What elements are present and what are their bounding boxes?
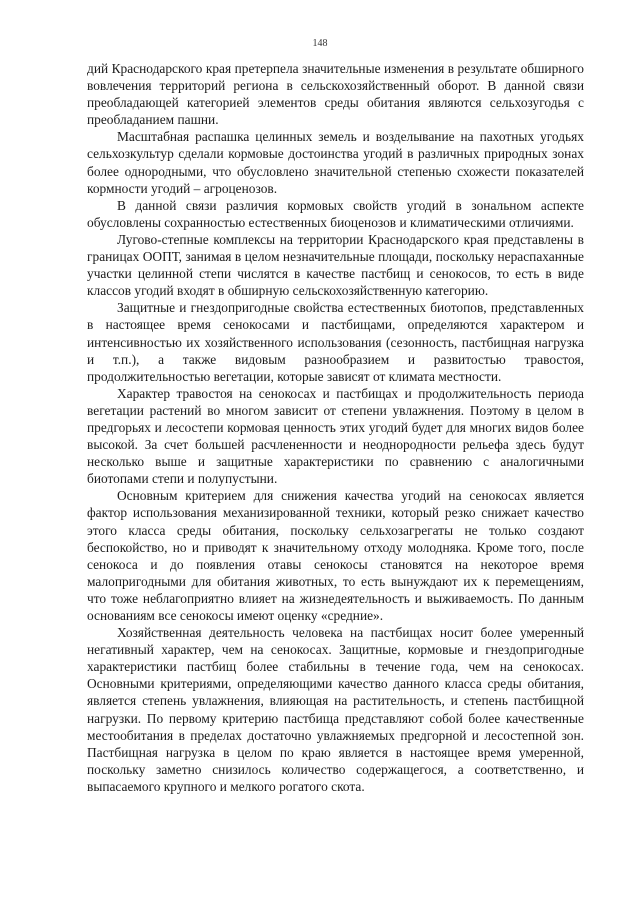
page-number: 148 — [312, 38, 328, 49]
paragraph-7: Основным критерием для снижения качества угодий на сенокосах является фактор использования механизированной техники, который резко снижает качество этого класса среды обитания, поскольку сельхозагрегаты не только создают беспокойство, но и приводят к значительному отходу молодняка. Кроме того, после сенокоса и до появления отавы сенокосы становятся на некоторое время малопригодными для обитания животных, то есть вынуждают их к перемещениям, что тоже неблагоприятно влияет на жизнедеятельность и выживаемость. По данным основаниям все сенокосы имеют оценку «средние». — [87, 488, 584, 623]
paragraph-8: Хозяйственная деятельность человека на пастбищах носит более умеренный негативный характер, чем на сенокосах. Защитные, кормовые и гнездопригодные характеристики пастбищ более стабильны в течение года, чем на сенокосах. Основными критериями, определяющими качество данного класса среды обитания, является степень увлажнения, влияющая на растительность, и степень пастбищной нагрузки. По первому критерию пастбища представляют собой более качественные местообитания в пределах достаточно увлажняемых предгорной и лесостепной зон. Пастбищная нагрузка в целом по краю является в настоящее время умеренной, поскольку заметно снизилось количество содержащегося, а соответственно, и выпасаемого крупного и мелкого рогатого скота. — [87, 625, 584, 794]
paragraph-5: Защитные и гнездопригодные свойства естественных биотопов, представленных в настоящее время сенокосами и пастбищами, определяются характером и интенсивностью их хозяйственного использования (сезонность, пастбищная нагрузка и т.п.), а также видовым разнообразием и развитостью травостоя, продолжительностью вегетации, которые зависят от климата местности. — [87, 300, 584, 384]
paragraph-6: Характер травостоя на сенокосах и пастбищах и продолжительность периода вегетации растений во многом зависит от степени увлажнения. Поэтому в целом в предгорьях и лесостепи кормовая ценность этих угодий будет для многих видов более высокой. За счет большей расчлененности и неоднородности рельефа здесь будут несколько выше и защитные характеристики по сравнению с аналогичными биотопами степи и полупустыни. — [87, 385, 584, 487]
text-body — [87, 60, 584, 795]
paragraph-2: Масштабная распашка целинных земель и возделывание на пахотных угодьях сельхозкультур сделали кормовые достоинства угодий в различных природных зонах более однородными, что обусловлено значительной степенью схожести показателей кормности угодий – агроценозов. — [87, 129, 584, 196]
paragraph-4: Лугово-степные комплексы на территории Краснодарского края представлены в границах ООПТ, занимая в целом незначительные площади, поскольку нераспаханные участки целинной степи числятся в качестве пастбищ и сенокосов, то есть в виде классов угодий входят в обширную сельскохозяйственную категорию. — [87, 231, 584, 299]
paragraph-3: В данной связи различия кормовых свойств угодий в зональном аспекте обусловлены сохранностью естественных биоценозов и климатическими отличиями. — [87, 197, 584, 230]
paragraph-1: дий Краснодарского края претерпела значительные изменения в результате обширного вовлечения территорий региона в сельскохозяйственный оборот. В данной связи преобладающей категорией элементов среды обитания являются сельхозугодья с преобладанием пашни. — [87, 61, 584, 128]
